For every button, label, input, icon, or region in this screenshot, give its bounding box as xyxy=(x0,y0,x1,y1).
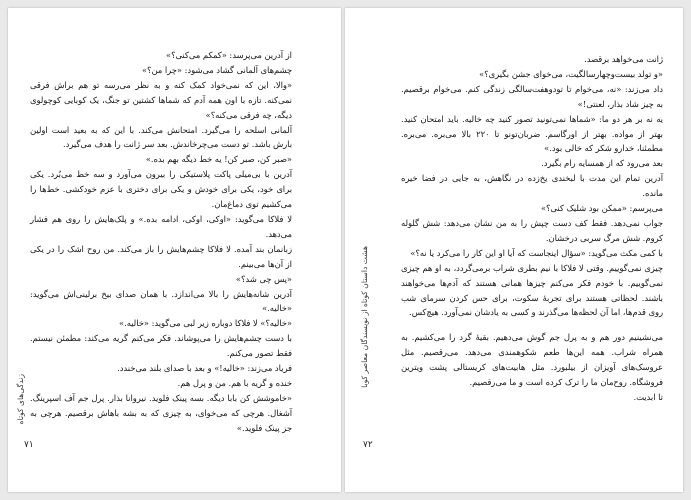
left-page-number: ۷۱ xyxy=(24,440,34,450)
left-line-14: خنده و گریه با هم. من و پرل هم. xyxy=(177,377,292,388)
right-line-4: یه نه بر هر دو ما: «شماها نمی‌تونید تصور کنید چه خالیه. باید امتحان کنید. بهتر از مواده. بهتر از اورگاسم. ضربان‌تونو تا ۲۲۰ بالا می‌بره. می‌بره. مطمئنا، خدارو شکر که خالی بود.» xyxy=(401,113,663,154)
left-line-13: فریاد می‌زند: «خالیه!» و بعد با صدای بلند می‌خندد. xyxy=(117,363,292,374)
left-line-4: آلمانی اسلحه را می‌گیرد. امتحانش می‌کند. با این که به بعید است اولین بارش باشد. تو دست می‌چرخاندش. بعد سر ژانت را هدف می‌گیرد. xyxy=(30,124,292,150)
left-line-15: «خاموشش کن بابا دیگه. بسه پینک فلوید. نیروانا بذار. پرل جم آف اسپرینگ. آشغال. هرچی که می‌خوای، به چیزی که به بشه باهاش برقصیم. هرچی به جز پینک فلوید.» xyxy=(30,392,292,433)
right-page-number: ۷۲ xyxy=(363,440,373,450)
left-line-2: چشم‌های آلمانی گشاد می‌شود: «چرا من؟» xyxy=(141,64,292,75)
left-line-1: از آدرین می‌پرسد: «کمکم می‌کنی؟» xyxy=(166,50,292,60)
right-line-9: با کمی مکث می‌گوید: «سؤال اینجاست که آیا او این کار را می‌کرد یا نه؟» xyxy=(410,247,663,258)
right-line-12: تا ابدیت. xyxy=(633,391,663,402)
right-running-title: هشت داستان کوتاه از نویسندگان معاصر کوبا xyxy=(360,246,369,388)
right-line-3: داد می‌زند: «نه، می‌خوام تا تودوهفت‌سالگی زندگی کنم. می‌خوام برقصیم. به چیز شاد بذار، لعنتی!» xyxy=(401,83,663,109)
right-line-10: چیزی نمی‌گوییم. وقتی لا فلاکا با نیم بطری شراب برمی‌گردد، به او هم چیزی نمی‌گوییم. با خودم فکر می‌کنم چیزها همانی هستند که آدم‌ها می‌خواهند باشند. لحظاتی هستند برای تجربهٔ سکوت، برای حس کردن سرمای شب روی قدم‌ها، اما آن لحظه‌ها می‌گذرند و کسی به یادشان نمی‌آورد. هیچ‌کس. xyxy=(401,262,663,318)
right-line-2: «و تولد بیست‌وچهارسالگیت، می‌خوای جشن بگیری؟» xyxy=(479,68,663,79)
right-line-8: جواب نمی‌دهد. فقط کف دست چپش را به من نشان می‌دهد: شش گلوله کروم. شش مرگ سربی درخشان. xyxy=(401,217,663,243)
left-line-6: آدرین با بی‌میلی پاکت پلاستیکی را بیرون می‌آورد و سه خط می‌بُرد. یکی برای خود، یکی برای خودش و یکی برای دختری با عزم خودکشی. خط‌ها را می‌کشیم توی دماغ‌مان. xyxy=(30,169,292,210)
left-line-8: زبانمان بند آمده. لا فلاکا چشم‌هایش را باز می‌کند. من روح اشک را در یکی از آن‌ها می‌بینم. xyxy=(30,243,292,269)
right-line-6: آدرین تمام این مدت با لبخندی یخ‌زده در نگاهش، به جایی در فضا خیره مانده. xyxy=(401,173,663,199)
left-line-11: «خالیه؟» لا فلاکا دوباره زیر لبی می‌گوید: «خالیه.» xyxy=(119,318,292,329)
left-line-7: لا فلاکا می‌گوید: «اوکی، اوکی، ادامه بده.» و پلک‌هایش را روی هم فشار می‌دهد. xyxy=(30,213,292,239)
right-line-11: می‌نشینیم دور هم و به پرل جم گوش می‌دهیم. بقیهٔ گرد را می‌کشیم. به همراه شراب. همه این‌ها طعم شکوهمندی می‌دهد. می‌رقصیم. مثل عروسک‌های آویزان از بیلبورد. مثل هابیت‌های کریستالی پشت ویترین فروشگاه. روح‌مان ما را ترک کرده است و ما می‌رقصیم. xyxy=(401,332,663,388)
left-line-9: «پس چی شد؟» xyxy=(235,273,292,284)
left-line-5: «صبر کن، صبر کن! یه خط دیگه بهم بده.» xyxy=(145,154,292,165)
right-page xyxy=(345,8,683,492)
left-line-10: آدرین شانه‌هایش را بالا می‌اندازد. با همان صدای بیخ برلینی‌اش می‌گوید: «خالیه.» xyxy=(30,288,292,314)
right-line-1: ژانت می‌خواهد برقصد. xyxy=(584,54,663,64)
section-break xyxy=(401,320,663,330)
left-line-12: با دست چشم‌هایش را می‌پوشاند. فکر می‌کنم گریه می‌کند: مطمئن نیستم. فقط تصور می‌کنم. xyxy=(30,333,292,359)
left-page-text xyxy=(30,48,292,436)
left-page xyxy=(8,8,341,492)
right-line-7: می‌پرسم: «ممکن بود شلیک کنی؟» xyxy=(540,203,663,214)
left-running-title: زندگی‌های کوتاه xyxy=(16,374,25,425)
right-page-text xyxy=(401,52,663,405)
left-line-3: «والا، این که نمی‌خواد کمک کنه و به نظر می‌رسه تو هم براش فرقی نمی‌کنه. تازه با اون همه آدم که شماها کشتین تو جنگ، یک کوبایی کوچولوی دیگه، چه فرقی می‌کنه؟» xyxy=(30,79,292,120)
right-line-5: بعد می‌رود که از همسایه رام بگیرد. xyxy=(541,158,663,169)
